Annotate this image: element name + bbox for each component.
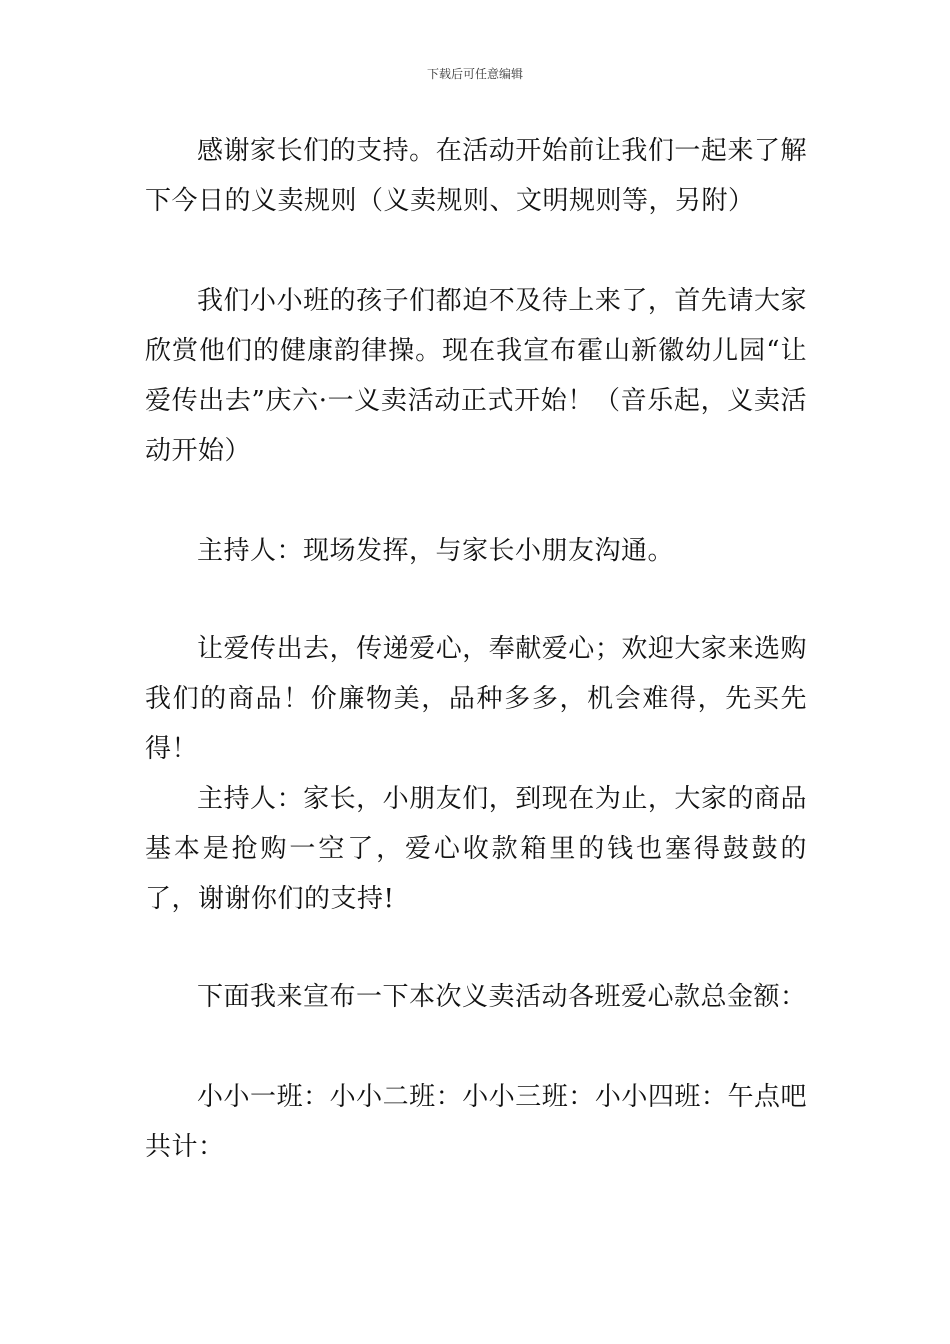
paragraph-host-thanks: 主持人：家长，小朋友们，到现在为止，大家的商品基本是抢购一空了，爱心收款箱里的钱也塞得鼓鼓的了，谢谢你们的支持! [145,784,807,914]
paragraph-opening: 我们小小班的孩子们都迫不及待上来了，首先请大家欣赏他们的健康韵律操。现在我宣布霍山新徽幼儿园“让爱传出去”庆六·一义卖活动正式开始！（音乐起，义卖活动开始） [145,286,807,466]
paragraph-announce-total: 下面我来宣布一下本次义卖活动各班爱心款总金额： [197,982,807,1012]
paragraph-sale-call: 让爱传出去，传递爱心，奉献爱心；欢迎大家来选购我们的商品！价廉物美，品种多多，机会难得，先买先得！ [145,634,807,764]
paragraph-class-amounts: 小小一班：小小二班：小小三班：小小四班：午点吧共计： [145,1082,807,1162]
page-header-note: 下载后可任意编辑 [426,67,523,81]
paragraph-rules: 感谢家长们的支持。在活动开始前让我们一起来了解下今日的义卖规则（义卖规则、文明规则等，另附） [145,136,807,216]
paragraph-host-improvise: 主持人：现场发挥，与家长小朋友沟通。 [197,536,675,566]
